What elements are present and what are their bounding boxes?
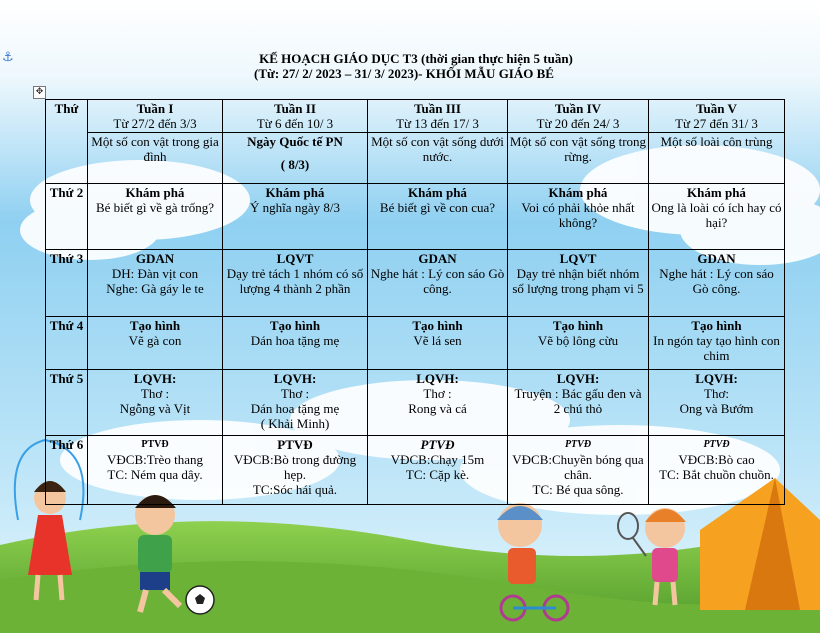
activity-cell: Tạo hình In ngón tay tạo hình con chim — [649, 317, 785, 370]
soccer-ball-icon — [186, 586, 214, 614]
anchor-icon: ⚓ — [2, 50, 14, 65]
activity-cell: Khám phá Voi có phải khỏe nhất không? — [508, 184, 649, 250]
activity-cell: LQVH: Thơ : Dán hoa tặng mẹ ( Khải Minh) — [223, 370, 368, 436]
day-label-cell: Thứ 3 — [46, 250, 88, 317]
activity-cell: GDAN Nghe hát : Lý con sáo Gò công. — [368, 250, 508, 317]
week-header-cell: Tuần II Từ 6 đến 10/ 3 Ngày Quốc tế PN ( 8/3) — [223, 100, 368, 184]
table-move-handle-icon[interactable]: ✥ — [33, 86, 46, 99]
activity-cell: GDAN DH: Đàn vịt con Nghe: Gà gáy le te — [88, 250, 223, 317]
activity-cell: Tạo hình Dán hoa tặng mẹ — [223, 317, 368, 370]
lesson-plan-table — [45, 99, 785, 505]
activity-cell: LQVH: Thơ : Rong và cá — [368, 370, 508, 436]
activity-cell: Tạo hình Vẽ gà con — [88, 317, 223, 370]
week-header-cell: Tuần III Từ 13 đến 17/ 3 Một số con vật sống dưới nước. — [368, 100, 508, 184]
table-header-row — [46, 100, 785, 184]
week-header-cell: Tuần IV Từ 20 đến 24/ 3 Một số con vật sống trong rừng. — [508, 100, 649, 184]
week-header-cell: Tuần V Từ 27 đến 31/ 3 Một số loài côn trùng — [649, 100, 785, 184]
activity-cell: PTVĐ VĐCB:Chạy 15m TC: Cặp kè. — [368, 436, 508, 505]
activity-cell: LQVT Dạy trẻ tách 1 nhóm có số lượng 4 thành 2 phần — [223, 250, 368, 317]
activity-cell: PTVĐ VĐCB:Bò cao TC: Bắt chuồn chuồn. — [649, 436, 785, 505]
day-label-cell: Thứ 6 — [46, 436, 88, 505]
activity-cell: LQVT Dạy trẻ nhận biết nhóm số lượng trong phạm vi 5 — [508, 250, 649, 317]
week-header-cell: Tuần I Từ 27/2 đến 3/3 Một số con vật trong gia đình — [88, 100, 223, 184]
table-row — [46, 184, 785, 250]
plan-subtitle: (Từ: 27/ 2/ 2023 – 31/ 3/ 2023)- KHỐI MẪU GIÁO BÉ — [254, 66, 554, 81]
plan-title: KẾ HOẠCH GIÁO DỤC T3 (thời gian thực hiện 5 tuần) — [259, 51, 573, 66]
corner-header-cell: Thứ — [46, 100, 88, 184]
activity-cell: LQVH: Truyện : Bác gấu đen và 2 chú thỏ — [508, 370, 649, 436]
activity-cell: LQVH: Thơ: Ong và Bướm — [649, 370, 785, 436]
day-label-cell: Thứ 2 — [46, 184, 88, 250]
activity-cell: LQVH: Thơ : Ngỗng và Vịt — [88, 370, 223, 436]
day-label-cell: Thứ 5 — [46, 370, 88, 436]
activity-cell: GDAN Nghe hát : Lý con sáo Gò công. — [649, 250, 785, 317]
day-label-cell: Thứ 4 — [46, 317, 88, 370]
table-row — [46, 317, 785, 370]
activity-cell: Khám phá Bé biết gì về con cua? — [368, 184, 508, 250]
table-row — [46, 436, 785, 505]
activity-cell: Khám phá Ong là loài có ích hay có hại? — [649, 184, 785, 250]
table-row — [46, 250, 785, 317]
activity-cell: PTVĐ VĐCB:Bò trong đường hẹp. TC:Sóc hái quả. — [223, 436, 368, 505]
activity-cell: Khám phá Ý nghĩa ngày 8/3 — [223, 184, 368, 250]
table-row — [46, 370, 785, 436]
activity-cell: PTVĐ VĐCB:Trèo thang TC: Ném qua dây. — [88, 436, 223, 505]
activity-cell: Tạo hình Vẽ lá sen — [368, 317, 508, 370]
activity-cell: Khám phá Bé biết gì về gà trống? — [88, 184, 223, 250]
activity-cell: Tạo hình Vẽ bộ lông cừu — [508, 317, 649, 370]
activity-cell: PTVĐ VĐCB:Chuyền bóng qua chân. TC: Bé qua sông. — [508, 436, 649, 505]
